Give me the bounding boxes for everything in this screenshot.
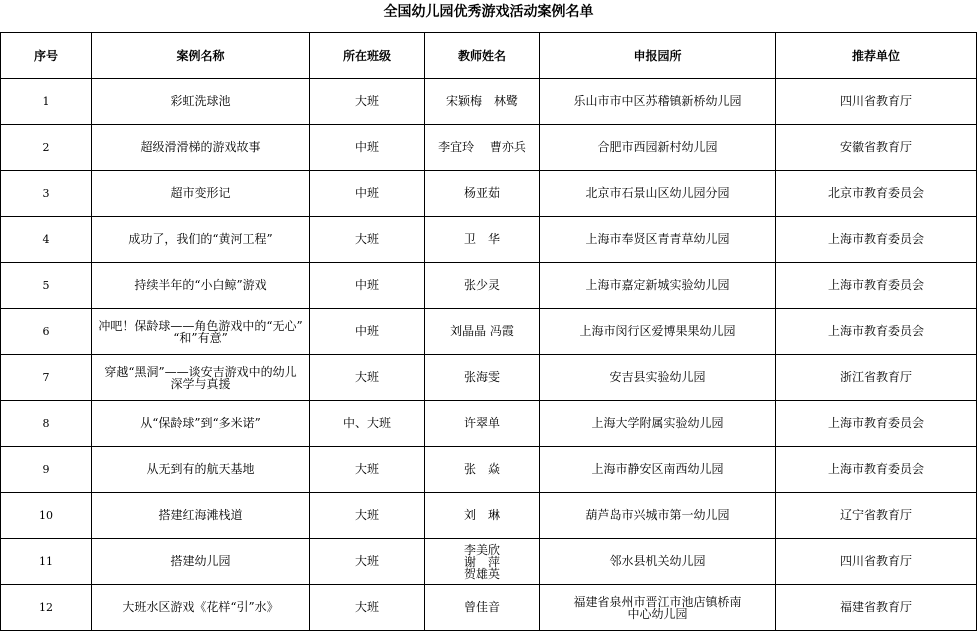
row-case-name: 持续半年的“小白鲸”游戏 xyxy=(92,263,310,309)
row-class: 中、大班 xyxy=(310,401,425,447)
row-case-name: 从“保龄球”到“多米诺” xyxy=(92,401,310,447)
row-no: 8 xyxy=(1,401,92,447)
row-teacher: 张少灵 xyxy=(425,263,540,309)
row-no: 12 xyxy=(1,585,92,631)
row-class: 大班 xyxy=(310,447,425,493)
row-kindergarten: 葫芦岛市兴城市第一幼儿园 xyxy=(540,493,776,539)
row-case-name: 超市变形记 xyxy=(92,171,310,217)
row-recommender: 上海市教育委员会 xyxy=(776,217,977,263)
row-recommender: 四川省教育厅 xyxy=(776,539,977,585)
row-class: 大班 xyxy=(310,217,425,263)
row-teacher: 刘晶晶 冯霞 xyxy=(425,309,540,355)
row-no: 6 xyxy=(1,309,92,355)
row-kindergarten: 上海市闵行区爱博果果幼儿园 xyxy=(540,309,776,355)
row-teacher: 卫 华 xyxy=(425,217,540,263)
row-teacher: 张海雯 xyxy=(425,355,540,401)
row-case-name xyxy=(92,355,310,401)
case-name-line: 冲吧！保龄球——角色游戏中的“无心” xyxy=(98,318,303,333)
row-no: 3 xyxy=(1,171,92,217)
kindergarten-line: 福建省泉州市晋江市池店镇桥南 xyxy=(573,594,742,609)
row-recommender: 上海市教育委员会 xyxy=(776,447,977,493)
case-name-line: 深学与真援 xyxy=(170,376,231,391)
kindergarten-line: 中心幼儿园 xyxy=(627,606,688,621)
row-case-name: 成功了，我们的“黄河工程” xyxy=(92,217,310,263)
row-recommender: 上海市教育委员会 xyxy=(776,309,977,355)
row-recommender: 四川省教育厅 xyxy=(776,79,977,125)
row-no: 2 xyxy=(1,125,92,171)
row-recommender: 上海市教育委员会 xyxy=(776,263,977,309)
row-teacher: 张 焱 xyxy=(425,447,540,493)
row-case-name xyxy=(92,309,310,355)
row-class: 大班 xyxy=(310,79,425,125)
row-class: 中班 xyxy=(310,309,425,355)
table-row xyxy=(1,217,977,263)
row-no: 11 xyxy=(1,539,92,585)
row-class: 中班 xyxy=(310,171,425,217)
row-class: 大班 xyxy=(310,493,425,539)
row-case-name: 彩虹洗球池 xyxy=(92,79,310,125)
table-row xyxy=(1,171,977,217)
row-no: 9 xyxy=(1,447,92,493)
row-no: 7 xyxy=(1,355,92,401)
table-row xyxy=(1,447,977,493)
row-class: 大班 xyxy=(310,585,425,631)
header-kindergarten: 申报园所 xyxy=(540,33,776,79)
case-name-line: 穿越“黑洞”——谈安吉游戏中的幼儿 xyxy=(104,364,297,379)
row-teacher xyxy=(425,539,540,585)
row-no: 1 xyxy=(1,79,92,125)
page-title: 全国幼儿园优秀游戏活动案例名单 xyxy=(383,4,594,20)
teacher-line: 李美欣 xyxy=(463,542,500,557)
row-class: 大班 xyxy=(310,355,425,401)
table-row xyxy=(1,493,977,539)
row-recommender: 辽宁省教育厅 xyxy=(776,493,977,539)
table-row xyxy=(1,125,977,171)
row-kindergarten: 安吉县实验幼儿园 xyxy=(540,355,776,401)
header-no: 序号 xyxy=(1,33,92,79)
row-case-name: 大班水区游戏《花样“引”水》 xyxy=(92,585,310,631)
table-row xyxy=(1,585,977,631)
row-teacher: 宋颖梅 林鹭 xyxy=(425,79,540,125)
row-kindergarten: 乐山市市中区苏稽镇新桥幼儿园 xyxy=(540,79,776,125)
header-class: 所在班级 xyxy=(310,33,425,79)
header-recommender: 推荐单位 xyxy=(776,33,977,79)
header-teacher: 教师姓名 xyxy=(425,33,540,79)
row-kindergarten: 上海市奉贤区青青草幼儿园 xyxy=(540,217,776,263)
teacher-line: 贺雄英 xyxy=(463,566,500,581)
table-header-row xyxy=(1,33,977,79)
table-row xyxy=(1,263,977,309)
row-class: 大班 xyxy=(310,539,425,585)
row-case-name: 搭建红海滩栈道 xyxy=(92,493,310,539)
teacher-line: 谢 萍 xyxy=(463,554,500,569)
row-no: 4 xyxy=(1,217,92,263)
row-no: 5 xyxy=(1,263,92,309)
row-kindergarten xyxy=(540,585,776,631)
table-row xyxy=(1,401,977,447)
row-class: 中班 xyxy=(310,263,425,309)
table-row xyxy=(1,309,977,355)
row-teacher: 曾佳音 xyxy=(425,585,540,631)
row-teacher: 杨亚茹 xyxy=(425,171,540,217)
row-kindergarten: 北京市石景山区幼儿园分园 xyxy=(540,171,776,217)
row-case-name: 从无到有的航天基地 xyxy=(92,447,310,493)
table-row xyxy=(1,355,977,401)
table-row xyxy=(1,79,977,125)
row-case-name: 搭建幼儿园 xyxy=(92,539,310,585)
case-list-table xyxy=(0,32,977,631)
row-kindergarten: 上海市嘉定新城实验幼儿园 xyxy=(540,263,776,309)
table-row xyxy=(1,539,977,585)
header-case-name: 案例名称 xyxy=(92,33,310,79)
case-name-line: “和”有意” xyxy=(173,330,228,345)
row-teacher: 刘 琳 xyxy=(425,493,540,539)
row-recommender: 上海市教育委员会 xyxy=(776,401,977,447)
row-recommender: 安徽省教育厅 xyxy=(776,125,977,171)
row-kindergarten: 上海市静安区南西幼儿园 xyxy=(540,447,776,493)
row-case-name: 超级滑滑梯的游戏故事 xyxy=(92,125,310,171)
row-recommender: 浙江省教育厅 xyxy=(776,355,977,401)
row-teacher: 李宜玲 曹亦兵 xyxy=(425,125,540,171)
row-kindergarten: 上海大学附属实验幼儿园 xyxy=(540,401,776,447)
row-teacher: 许翠单 xyxy=(425,401,540,447)
row-recommender: 福建省教育厅 xyxy=(776,585,977,631)
row-no: 10 xyxy=(1,493,92,539)
row-recommender: 北京市教育委员会 xyxy=(776,171,977,217)
row-class: 中班 xyxy=(310,125,425,171)
row-kindergarten: 邻水县机关幼儿园 xyxy=(540,539,776,585)
row-kindergarten: 合肥市西园新村幼儿园 xyxy=(540,125,776,171)
